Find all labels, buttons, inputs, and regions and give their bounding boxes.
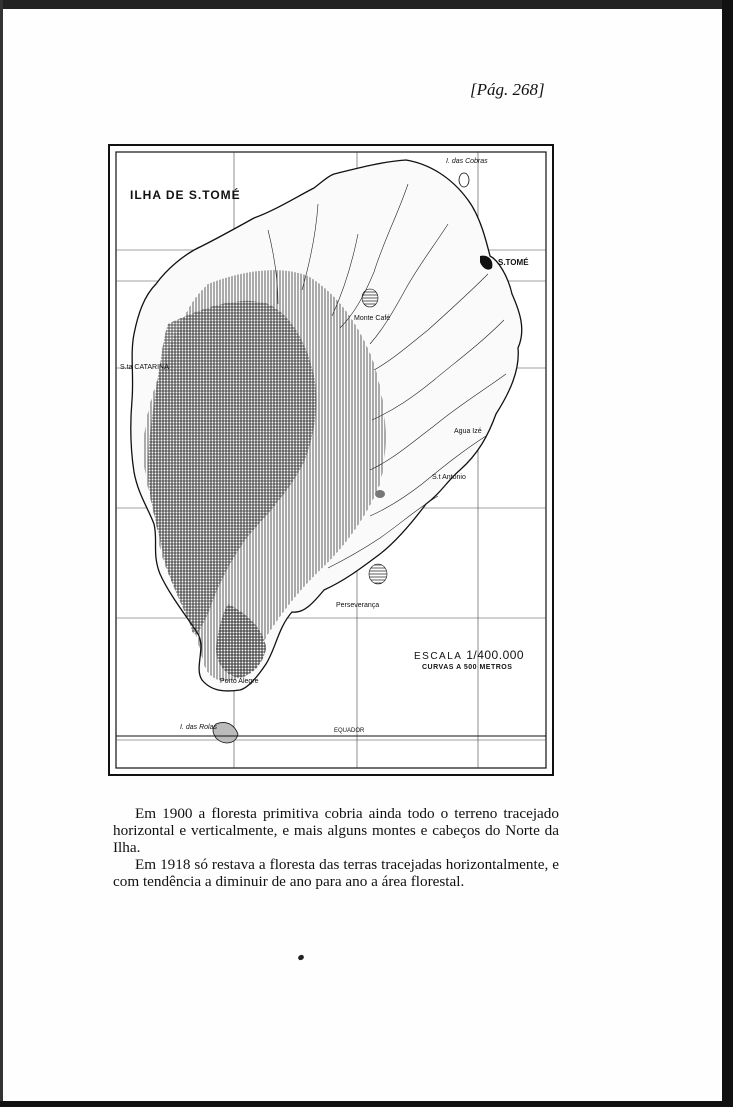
monte-cafe-hill <box>362 289 378 307</box>
page-number: [Pág. 268] <box>470 80 545 99</box>
scan-edge-left <box>0 0 3 1107</box>
scan-edge-right <box>722 0 733 1107</box>
ink-mark <box>297 954 305 961</box>
label-sao-tome: S.TOMÉ <box>498 258 529 267</box>
contour-note: CURVAS A 500 METROS <box>422 664 513 671</box>
scan-edge-top <box>0 0 733 9</box>
caption-paragraph-1900: Em 1900 a floresta primitiva cobria ainda todo o terreno tracejado horizontal e verticalmente, e mais alguns montes e cabeços do Norte da Ilha. <box>113 805 559 856</box>
caption-paragraph-1918: Em 1918 só restava a floresta das terras tracejadas horizontalmente, e com tendência a diminuir de ano para ano a área florestal. <box>113 856 559 890</box>
label-s-antonio: S.t Antonio <box>432 474 466 481</box>
map-figure <box>108 144 554 776</box>
scale-prefix: ESCALA <box>414 651 462 662</box>
map-title: ILHA DE S.TOMÉ <box>130 188 241 202</box>
label-perseveranca: Perseverança <box>336 602 380 609</box>
label-monte-cafe: Monte Café <box>354 315 391 322</box>
label-equador: EQUADOR <box>334 728 365 734</box>
label-porto-alegre: Porto Alegre <box>220 678 259 685</box>
east-hill <box>375 490 385 498</box>
label-santa-catarina: S.ta CATARINA <box>120 364 169 371</box>
scan-edge-bottom <box>0 1101 733 1107</box>
southeast-hill <box>369 564 387 584</box>
map-scale <box>414 648 524 662</box>
map-drawing <box>108 144 554 776</box>
scale-value: 1/400.000 <box>466 648 525 662</box>
label-cobras: I. das Cobras <box>446 158 488 165</box>
label-rolas: I. das Rolas <box>180 724 217 731</box>
label-agua-ize: Agua Izé <box>454 428 482 435</box>
caption <box>113 805 559 890</box>
